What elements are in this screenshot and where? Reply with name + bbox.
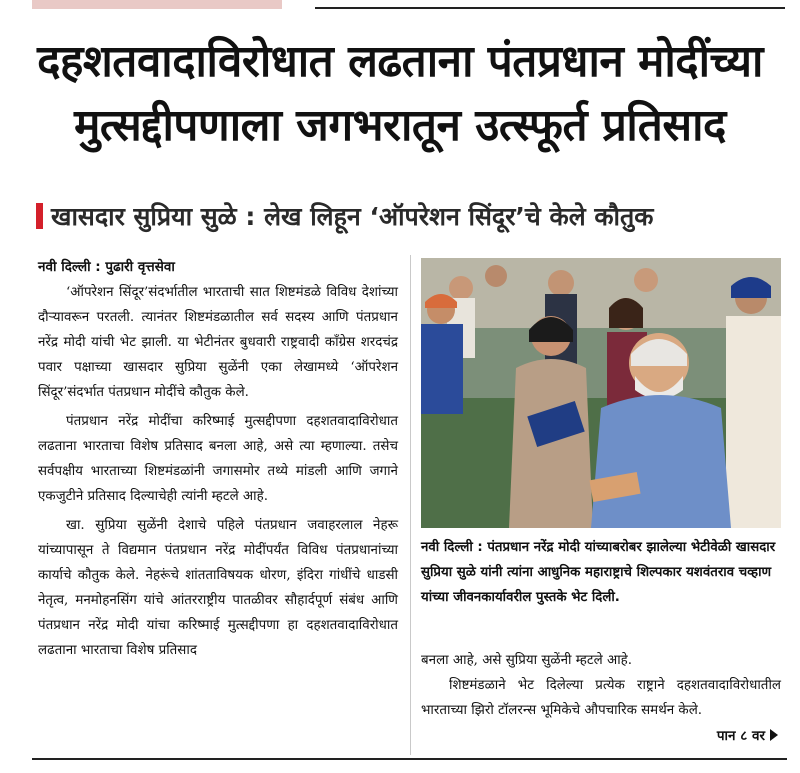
- paragraph-3: खा. सुप्रिया सुळेंनी देशाचे पहिले पंतप्रधान जवाहरलाल नेहरू यांच्यापासून ते विद्यमान पंतप्रधान नरेंद्र मोदींपर्यंत विविध पंतप्रधानांच्या कार्याचे कौतुक केले. नेहरूंचे शांतताविषयक धोरण, इंदिरा गांधींचे धाडसी नेतृत्व, मनमोहनसिंग यांचे आंतरराष्ट्रीय पातळीवर सौहार्दपूर्ण संबंध आणि पंतप्रधान नरेंद्र मोदी यांचा करिष्माई मुत्सद्दीपणा हा दहशतवादाविरोधात लढताना भारताचा विशेष प्रतिसाद: [38, 518, 398, 658]
- top-color-strip: [32, 0, 282, 9]
- photo-caption: नवी दिल्ली : पंतप्रधान नरेंद्र मोदी यांच्याबरोबर झालेल्या भेटीवेळी खासदार सुप्रिया सुळे यांनी त्यांना आधुनिक महाराष्ट्राचे शिल्पकार यशवंतराव चव्हाण यांच्या जीवनकार्यावरील पुस्तके भेट दिली.: [421, 540, 776, 605]
- right-triangle-arrow-icon: [770, 729, 778, 741]
- column-divider: [410, 255, 411, 755]
- continuation-paragraph: शिष्टमंडळाने भेट दिलेल्या प्रत्येक राष्ट्राने दहशतवादाविरोधातील भारताच्या झिरो टॉलरन्स भूमिकेचे औपचारिक समर्थन केले.: [421, 678, 781, 718]
- subheadline: [36, 197, 786, 237]
- article-body-left: [38, 255, 398, 667]
- subheadline-accent-bar: [36, 203, 43, 229]
- dateline: नवी दिल्ली : पुढारी वृत्तसेवा: [38, 259, 175, 275]
- continued-label: पान ८ वर: [716, 728, 765, 744]
- bottom-rule: [32, 758, 787, 760]
- paragraph-1: ‘ऑपरेशन सिंदूर’संदर्भातील भारताची सात शिष्टमंडळे विविध देशांच्या दौऱ्यावरून परतली. त्यानंतर शिष्टमंडळातील सर्व सदस्य आणि पंतप्रधान नरेंद्र मोदी यांची भेट झाली. या भेटीनंतर बुधवारी राष्ट्रवादी काँग्रेस शरदचंद्र पवार पक्षाच्या खासदार सुप्रिया सुळेंनी एका लेखामध्ये ‘ऑपरेशन सिंदूर’संदर्भात पंतप्रधान मोदींचे कौतुक केले.: [38, 285, 398, 400]
- news-photo: [421, 258, 781, 528]
- article-body-right: [421, 648, 781, 723]
- paragraph-2: पंतप्रधान नरेंद्र मोदींचा करिष्माई मुत्सद्दीपणा दहशतवादाविरोधात लढताना भारताचा विशेष प्रतिसाद बनला आहे, असे त्या म्हणाल्या. तसेच सर्वपक्षीय भारताच्या शिष्टमंडळांनी जगासमोर तथ्ये मांडली आणि जगाने एकजुटीने प्रतिसाद दिल्याचेही त्यांनी म्हटले आहे.: [38, 414, 398, 504]
- headline-line-1: दहशतवादाविरोधात लढताना पंतप्रधान मोदींच्या: [37, 36, 763, 87]
- continuation-line: बनला आहे, असे सुप्रिया सुळेंनी म्हटले आहे.: [421, 653, 633, 668]
- headline-line-2: मुत्सद्दीपणाला जगभरातून उत्स्फूर्त प्रतिसाद: [74, 100, 726, 151]
- subheadline-text: खासदार सुप्रिया सुळे : लेख लिहून ‘ऑपरेशन सिंदूर’चे केले कौतुक: [51, 202, 654, 231]
- top-rule: [315, 7, 785, 9]
- headline: [10, 30, 790, 158]
- continued-on-page-link[interactable]: [711, 724, 778, 749]
